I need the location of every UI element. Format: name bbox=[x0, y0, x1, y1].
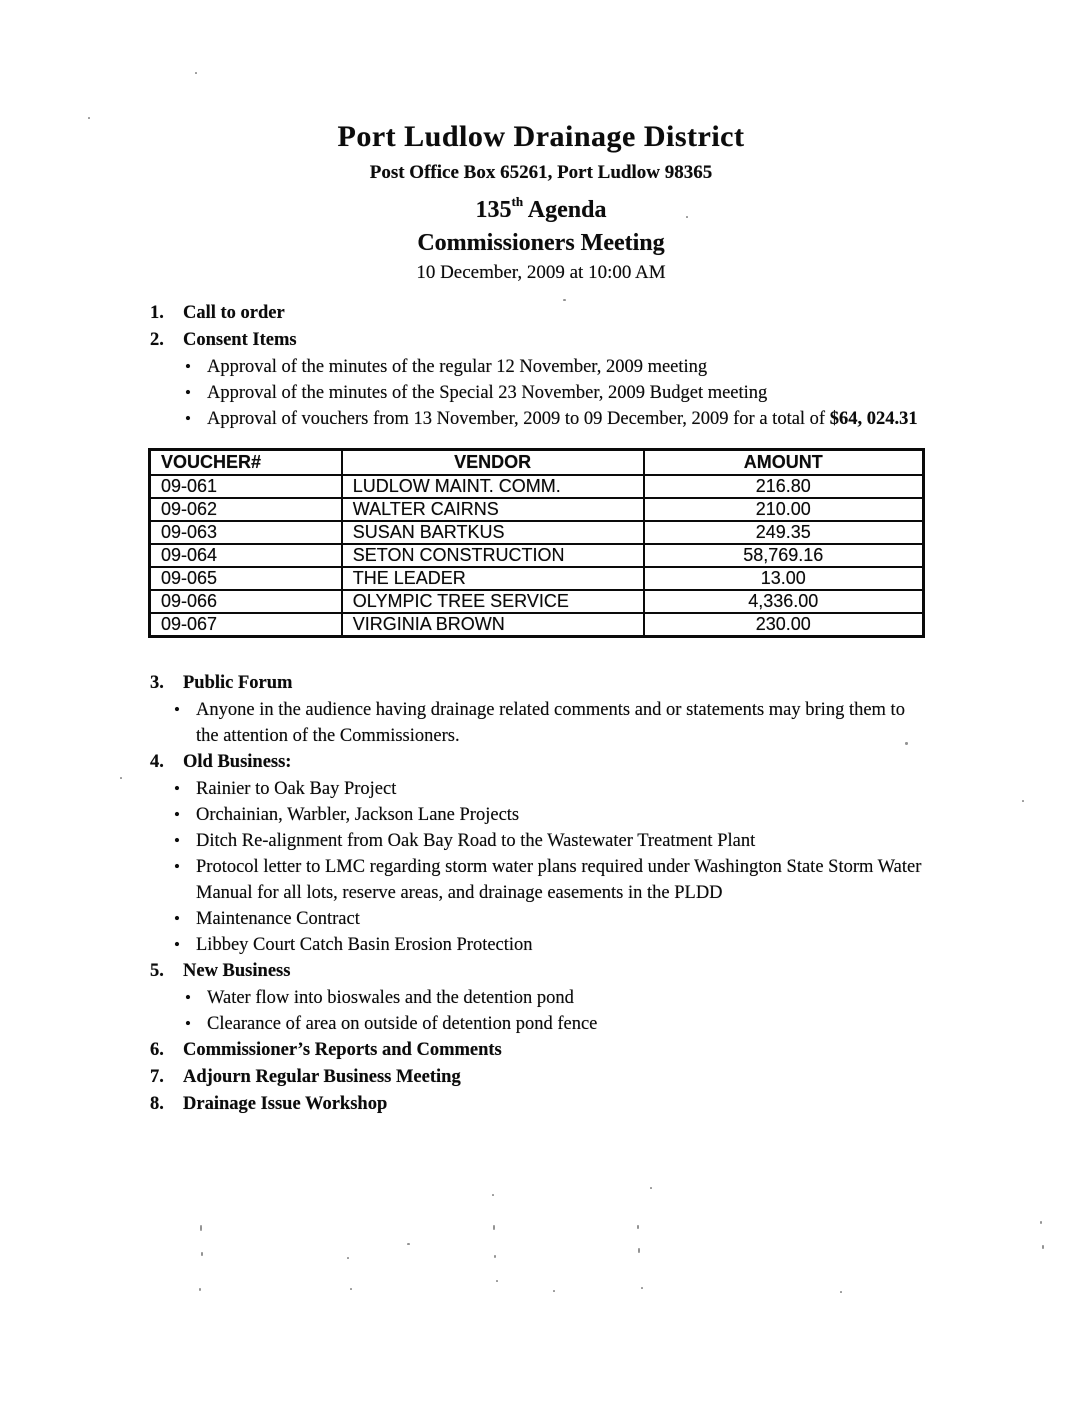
voucher-number: 09-061 bbox=[150, 475, 342, 498]
voucher-number: 09-063 bbox=[150, 521, 342, 544]
bullet-text: Libbey Court Catch Basin Erosion Protection bbox=[196, 935, 533, 955]
bullet-text: Approval of the minutes of the regular 12 November, 2009 meeting bbox=[207, 357, 708, 377]
old-business-bullet bbox=[150, 802, 925, 828]
consent-bullet bbox=[150, 406, 925, 432]
bullet-icon bbox=[174, 697, 196, 749]
item-title: Drainage Issue Workshop bbox=[183, 1094, 388, 1114]
vendor-name: THE LEADER bbox=[342, 567, 644, 590]
voucher-amount: 210.00 bbox=[644, 498, 924, 521]
bullet-icon bbox=[185, 380, 207, 406]
item-title: Consent Items bbox=[183, 330, 297, 350]
consent-bullet bbox=[150, 354, 925, 380]
voucher-row bbox=[150, 498, 924, 521]
voucher-table bbox=[148, 448, 925, 638]
voucher-amount: 13.00 bbox=[644, 567, 924, 590]
item-number: 2. bbox=[150, 330, 164, 350]
voucher-total-amount: $64, 024.31 bbox=[829, 409, 918, 429]
document-title: Port Ludlow Drainage District bbox=[337, 120, 745, 153]
vendor-name: WALTER CAIRNS bbox=[342, 498, 644, 521]
voucher-amount: 249.35 bbox=[644, 521, 924, 544]
bullet-text: Orchainian, Warbler, Jackson Lane Projects bbox=[196, 805, 520, 825]
bullet-text: Protocol letter to LMC regarding storm water plans required under Washington State Storm Water Manual for all lots, reserve areas, and drainage easements in the PLDD bbox=[196, 857, 922, 903]
voucher-amount: 230.00 bbox=[644, 613, 924, 637]
old-business-bullet bbox=[150, 906, 925, 932]
voucher-row bbox=[150, 475, 924, 498]
voucher-amount: 216.80 bbox=[644, 475, 924, 498]
old-business-bullet bbox=[150, 828, 925, 854]
bullet-text: Approval of the minutes of the Special 23 November, 2009 Budget meeting bbox=[207, 383, 768, 403]
voucher-row bbox=[150, 544, 924, 567]
agenda-item-new-business bbox=[150, 958, 925, 985]
bullet-icon bbox=[185, 354, 207, 380]
vendor-name: VIRGINIA BROWN bbox=[342, 613, 644, 637]
vendor-name: LUDLOW MAINT. COMM. bbox=[342, 475, 644, 498]
vendor-column-header: VENDOR bbox=[342, 450, 644, 476]
voucher-row bbox=[150, 613, 924, 637]
voucher-row bbox=[150, 521, 924, 544]
agenda-item-drainage-workshop bbox=[150, 1091, 925, 1118]
bullet-text: Water flow into bioswales and the detention pond bbox=[207, 988, 574, 1008]
agenda-body bbox=[150, 300, 925, 1118]
bullet-icon bbox=[185, 985, 207, 1011]
voucher-row bbox=[150, 590, 924, 613]
item-number: 1. bbox=[150, 303, 164, 323]
bullet-text: Anyone in the audience having drainage related comments and or statements may bring them to the attention of the Commissioners. bbox=[196, 700, 905, 746]
item-title: Commissioner’s Reports and Comments bbox=[183, 1040, 502, 1060]
item-title: Adjourn Regular Business Meeting bbox=[183, 1067, 461, 1087]
agenda-label: Agenda bbox=[523, 197, 607, 223]
agenda-item-public-forum bbox=[150, 670, 925, 697]
item-number: 7. bbox=[150, 1067, 164, 1087]
voucher-row bbox=[150, 567, 924, 590]
agenda-item-old-business bbox=[150, 749, 925, 776]
agenda-ordinal-suffix: th bbox=[511, 194, 524, 209]
bullet-icon bbox=[174, 802, 196, 828]
bullet-icon bbox=[185, 406, 207, 432]
bullet-text-plain: Approval of vouchers from 13 November, 2009 to 09 December, 2009 for a total of bbox=[207, 409, 830, 429]
new-business-bullet bbox=[150, 985, 925, 1011]
po-box-address: Post Office Box 65261, Port Ludlow 98365 bbox=[369, 162, 713, 183]
agenda-item-call-to-order bbox=[150, 300, 925, 327]
bullet-text: Maintenance Contract bbox=[196, 909, 360, 929]
agenda-item-adjourn bbox=[150, 1064, 925, 1091]
vendor-name: SETON CONSTRUCTION bbox=[342, 544, 644, 567]
voucher-amount: 58,769.16 bbox=[644, 544, 924, 567]
bullet-icon bbox=[185, 1011, 207, 1037]
item-title: Call to order bbox=[183, 303, 285, 323]
old-business-bullet bbox=[150, 932, 925, 958]
agenda-number: 135 bbox=[475, 197, 512, 223]
item-number: 5. bbox=[150, 961, 164, 981]
voucher-table-header-row bbox=[150, 450, 924, 476]
meeting-title: Commissioners Meeting bbox=[417, 230, 665, 256]
voucher-number: 09-067 bbox=[150, 613, 342, 637]
item-title: Public Forum bbox=[183, 673, 293, 693]
bullet-icon bbox=[174, 828, 196, 854]
vendor-name: OLYMPIC TREE SERVICE bbox=[342, 590, 644, 613]
consent-bullet bbox=[150, 380, 925, 406]
voucher-amount: 4,336.00 bbox=[644, 590, 924, 613]
bullet-text: Ditch Re-alignment from Oak Bay Road to the Wastewater Treatment Plant bbox=[196, 831, 756, 851]
voucher-number: 09-062 bbox=[150, 498, 342, 521]
meeting-datetime: 10 December, 2009 at 10:00 AM bbox=[416, 262, 666, 283]
bullet-text: Rainier to Oak Bay Project bbox=[196, 779, 397, 799]
agenda-item-consent-items bbox=[150, 327, 925, 354]
item-number: 4. bbox=[150, 752, 164, 772]
vendor-name: SUSAN BARTKUS bbox=[342, 521, 644, 544]
voucher-column-header: VOUCHER# bbox=[150, 450, 342, 476]
amount-column-header: AMOUNT bbox=[644, 450, 924, 476]
item-number: 6. bbox=[150, 1040, 164, 1060]
bullet-icon bbox=[174, 932, 196, 958]
bullet-text: Clearance of area on outside of detention pond fence bbox=[207, 1014, 598, 1034]
item-title: New Business bbox=[183, 961, 291, 981]
item-number: 3. bbox=[150, 673, 164, 693]
agenda-item-commissioners-reports bbox=[150, 1037, 925, 1064]
bullet-text bbox=[207, 406, 918, 432]
old-business-bullet bbox=[150, 776, 925, 802]
public-forum-bullet bbox=[150, 697, 925, 749]
bullet-icon bbox=[174, 906, 196, 932]
voucher-number: 09-066 bbox=[150, 590, 342, 613]
item-number: 8. bbox=[150, 1094, 164, 1114]
voucher-number: 09-065 bbox=[150, 567, 342, 590]
voucher-number: 09-064 bbox=[150, 544, 342, 567]
bullet-icon bbox=[174, 854, 196, 906]
old-business-bullet bbox=[150, 854, 925, 906]
item-title: Old Business: bbox=[183, 752, 292, 772]
new-business-bullet bbox=[150, 1011, 925, 1037]
agenda-number-line bbox=[0, 189, 1082, 225]
document-header bbox=[0, 0, 1082, 285]
bullet-icon bbox=[174, 776, 196, 802]
